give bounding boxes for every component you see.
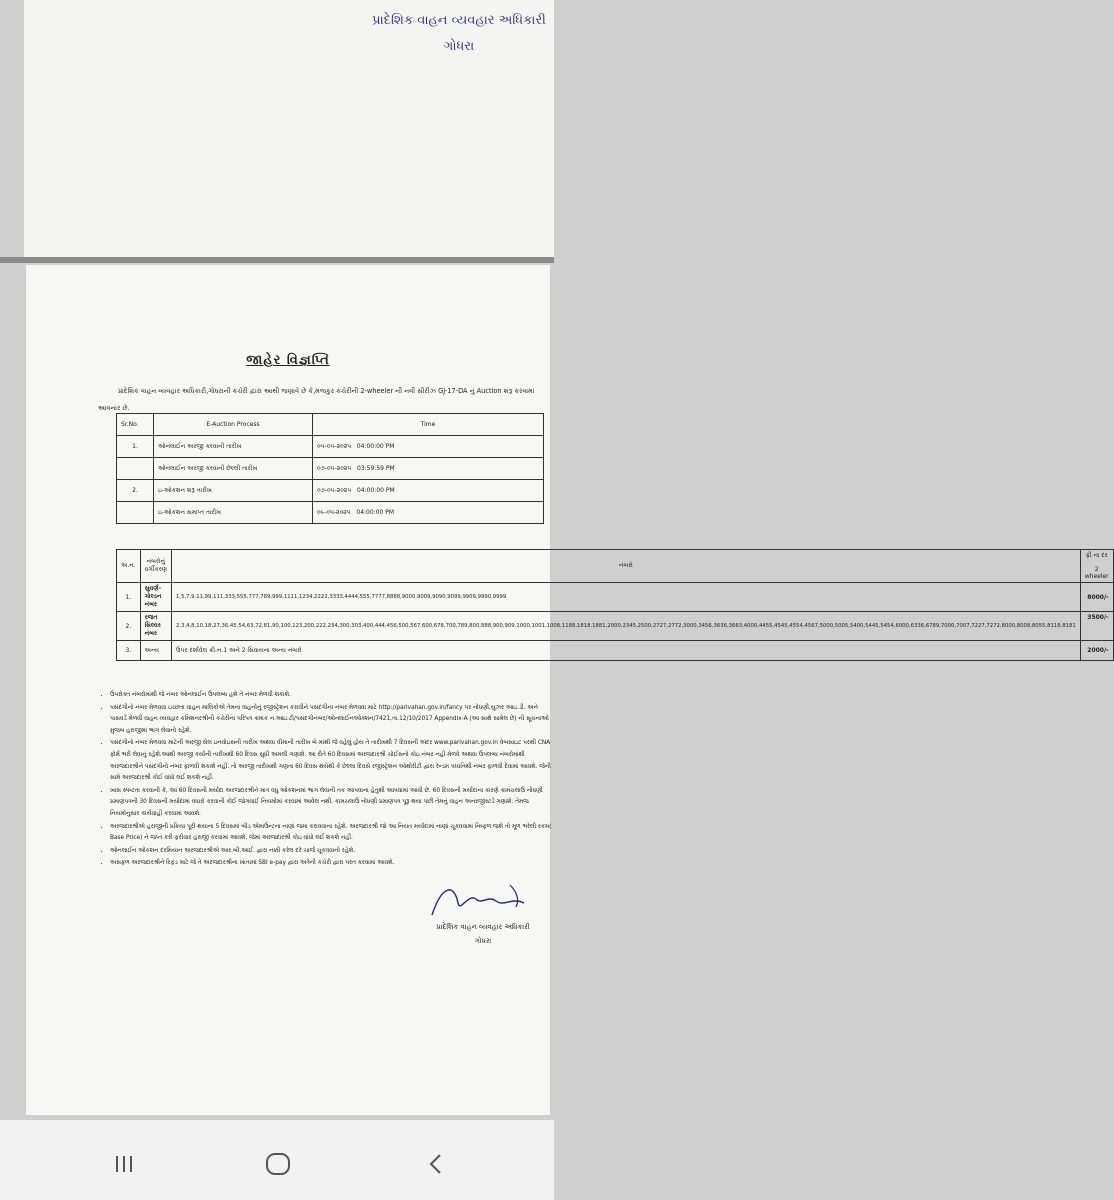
header-cell: E-Auction Process — [154, 414, 313, 436]
letterhead-city: ગોધરા — [443, 39, 475, 54]
process-cell: ઇ-ઓકશન સમાપ્ત તારીખ — [154, 502, 313, 524]
notice-page — [26, 265, 1109, 1115]
table-header-row — [117, 550, 1114, 583]
back-chevron-icon — [424, 1152, 448, 1176]
sr-cell: 1. — [117, 436, 154, 458]
sr-cell: 2. — [117, 612, 141, 641]
list-item: • અસફળ અરજદારશ્રીને રિફંડ માટે જે તે અરજદારશ્રીના ખાતામાં SBI e-pay દ્વારા અત્રેની કચેરી દ્વારા પરત કરવામાં આવશે. — [110, 858, 555, 870]
notice-title: જાહેર વિજ્ઞપ્તિ — [246, 353, 330, 368]
fee-subheader: 2 wheeler — [1084, 566, 1109, 580]
sr-cell: 1. — [117, 583, 141, 612]
process-cell: ઓનલાઈન અરજી કરવાની તારીખ — [154, 436, 313, 458]
table-row — [117, 458, 544, 480]
letterhead-office: પ્રાદેશિક વાહન વ્યવહાર અધિકારી — [372, 13, 546, 28]
header-cell: નંબરો — [172, 550, 1081, 583]
table-row — [117, 641, 1114, 661]
sr-cell — [117, 458, 154, 480]
table-row — [117, 502, 544, 524]
category-cell: અન્ય — [140, 641, 171, 661]
time-cell — [313, 436, 544, 458]
list-item: • ખાસ સ્પષ્ટતા કરવાની કે, આ 60 દિવસની મર્યાદા અરજદારશ્રીને માત્ર વધુ ઓકશનમાં ભાગ લેવાની તક આપવાના હેતુથી આપવામાં આવી છે. 60 દિવસની મર્યાદાના કારણે કામચલાઉ નોંધણી પ્રમાણપત્રની 30 દિવસની મર્યાદામાં વધારો કરવાની કોઈ જોગવાઈ નિયમોમાં કરવામાં આવેલ નથી. કામચલાઉ નોંધણી પ્રમાણપત્ર પૂરૂ થયા પછી તેમનું વાહન અનરજીસ્ટર્ડ ગણાશે. તેમજ નિયમોનુસાર કાર્યવાહી કરવામાં આવશે. — [110, 786, 555, 821]
category-cell: સુવર્ણ-ગોલ્ડન નંબર — [140, 583, 171, 612]
list-item: • પસંદગીનો નંબર મેળવવા ઇચ્છતા વાહન માલિકોએ તેમના વાહનોનું રજીસ્ટ્રેશન કરાવીને પસંદગીના નંબર મેળવવા માટે http://parivahan.gov.in/fancy પર નોંધણી,યુઝર આઇ.ડી. અને પાસવર્ડ મેળવી વાહન વ્યવહાર કમિશનરશ્રીની કચેરીના પરિપત્ર ક્રમાંક ન.આઇ.ટી/પસંદગીનંબર/ઓનલાઈનઓક્શન/7421,તા.12/10/2017 Appendix-A (આ સાથે સામેલ છે) ની સૂચનાઓ મુજબ હરાજીમાં ભાગ લેવાનો રહેશે. — [110, 703, 555, 738]
list-item: • ઓનલાઈન ઓકશન દરમિયાન અરજદારશ્રીએ આર.બી.આઈ. દ્વારા નક્કી કરેલ દરે ચાર્જ ચૂકવવાનો રહેશે. — [110, 846, 555, 858]
category-cell: રજત સિલ્વર નંબર — [140, 612, 171, 641]
header-cell: અ.ન. — [117, 550, 141, 583]
list-item: • અરજદારશ્રીએ હરાજીની પ્રક્રિયા પૂરી થયાના 5 દિવસમાં બીડ એમાઉન્ટના નાણાં જમા કરાવવાના રહેશે. અરજદારશ્રી જો આ નિયત મર્યાદામાં નાણાં ચૂકવવામાં નિષ્ફળ જશે તો મૂળ ભરેલી રકમ( Base Price) ને જપ્ત કરી ફરીવાર હરાજી કરવામાં આવશે, જેમાં અરજદારશ્રી કોઇ વાંધો લઈ શકશે નહીં. — [110, 822, 555, 845]
recent-apps-icon — [112, 1152, 136, 1176]
header-cell: Sr.No. — [117, 414, 154, 436]
list-item: • પસંદગીનો નંબર મેળવવા માટેની અરજી સેલ ઇનવોઇસની તારીખ અથવા વીમાની તારીખ બે માંથી જે વહેલું હોય તે તારીખથી 7 દિવસની અંદર www.parivahan.gov.in વેબસાઇટ પરથી CNA ફોર્મ ભરી લેવાનું રહેશે.આથી અરજી કર્યાની તારીખથી 60 દિવસ સુધી અમલી ગણાશે. આ રીતે 60 દિવસમાં અરજદારશ્રી ચોઈસનો કોઇ નંબર નહી મેળવે અથવા ઉપલબ્ધ નંબરોમાંથી અરજદારશ્રીને પસંદગીનો નંબર ફાળવી શકાશે નહીં. તો અરજી તારીખથી ગણતા 60 દિવસ થયેથી કે છેલ્લા દિવસે રજીસ્ટ્રેશન ઓથોરીટી દ્વારા રેન્ડમ પધ્ધતિથી નંબર ફાળવી દેવામાં આવશે. જેની સામે અરજદારશ્રી કોઈ વાંધો લઈ શકશે નહીં. — [110, 738, 555, 784]
time-cell — [313, 480, 544, 502]
time-cell — [313, 502, 544, 524]
signature-block — [408, 920, 558, 948]
signatory-city: ગોધરા — [474, 937, 492, 945]
numbers-cell: 1,5,7,9,11,99,111,333,555,777,789,999,1111,1234,2222,3333,4444,555,7777,8888,9000,9009,9090,9099,9909,9990,9999 — [172, 583, 1081, 612]
process-cell: ઓનલાઈન અરજી કરવાની છેલ્લી તારીખ — [154, 458, 313, 480]
fee-cell: 8000/- — [1080, 583, 1113, 612]
notes-list — [100, 690, 555, 871]
table-row — [117, 436, 544, 458]
date-value: ૦૭-૦૫-૨૦૨૫ — [317, 486, 352, 494]
time-value: 04:00:00 PM — [356, 508, 395, 516]
process-cell: ઇ-ઓકશન શરૂ તારીખ — [154, 480, 313, 502]
fee-header: ફી ના દર — [1085, 552, 1108, 559]
system-navigation-bar — [0, 1120, 554, 1200]
page-separator — [0, 257, 554, 263]
time-cell — [313, 458, 544, 480]
fee-cell: 2000/- — [1080, 641, 1113, 661]
sr-cell — [117, 502, 154, 524]
handwritten-signature — [424, 877, 534, 923]
notice-intro: પ્રાદેશિક વાહન વ્યવહાર અધિકારી,ગોધરાની કચેરી દ્વારા આથી જણાવે છે કે,મજકુર કચેરીની 2-wheeler ની નવી સીરીઝ GJ-17-DA નું Auction શરૂ કરવામાં આવનાર છે. — [98, 387, 535, 412]
table-row — [117, 612, 1114, 641]
previous-page — [24, 0, 554, 257]
date-value: ૦૫-૦૫-૨૦૨૫ — [317, 442, 352, 450]
auction-schedule-table — [116, 413, 544, 524]
header-cell: Time — [313, 414, 544, 436]
fee-table — [116, 549, 1114, 661]
date-value: ૦૯-૦૫-૨૦૨૫ — [317, 508, 351, 516]
date-value: ૦૭-૦૫-૨૦૨૫ — [317, 464, 352, 472]
letterhead — [344, 8, 574, 60]
time-value: 04:00:00 PM — [357, 486, 395, 494]
table-row — [117, 583, 1114, 612]
sr-cell: 2. — [117, 480, 154, 502]
signatory-title: પ્રાદેશિક વાહન વ્યવહાર અધિકારી — [436, 923, 530, 931]
table-header-row — [117, 414, 544, 436]
header-cell — [1080, 550, 1113, 583]
numbers-cell: ઉપર દર્શાવેલ ક્રી.ન.1 અને 2 સિવાયના અન્ય નંબરો — [172, 641, 1081, 661]
header-cell: નંબરોનું વર્ગીકરણ — [140, 550, 171, 583]
list-item: • ઉપરોક્ત નંબરોમાંથી જે નંબર ઓનલાઈન ઉપલબ્ધ હશે તે નંબર મેળવી શકાશે. — [110, 690, 555, 702]
time-value: 04:00:00 PM — [356, 442, 395, 450]
home-icon — [264, 1150, 292, 1178]
home-button[interactable] — [256, 1142, 300, 1186]
back-button[interactable] — [414, 1142, 458, 1186]
recent-apps-button[interactable] — [102, 1142, 146, 1186]
fee-cell: 3500/- — [1080, 612, 1113, 641]
sr-cell: 3. — [117, 641, 141, 661]
numbers-cell: 2,3,4,8,10,18,27,36,45,54,63,72,81,90,100,123,200,222,234,300,303,400,444,456,500,567,600,678,700,789,800,888,900,909,1000,1001,1008,1188,1818,1881,2000,2345,2500,2727,2772,3000,3456,3636,3663,4000,4455,4545,4554,4567,5000,5005,5400,5445,5454,6000,6336,6789,7000,7007,7227,7272,8000,8008,8055,8118,8181 — [172, 612, 1081, 641]
table-row — [117, 480, 544, 502]
time-value: 03:59:59 PM — [357, 464, 395, 472]
